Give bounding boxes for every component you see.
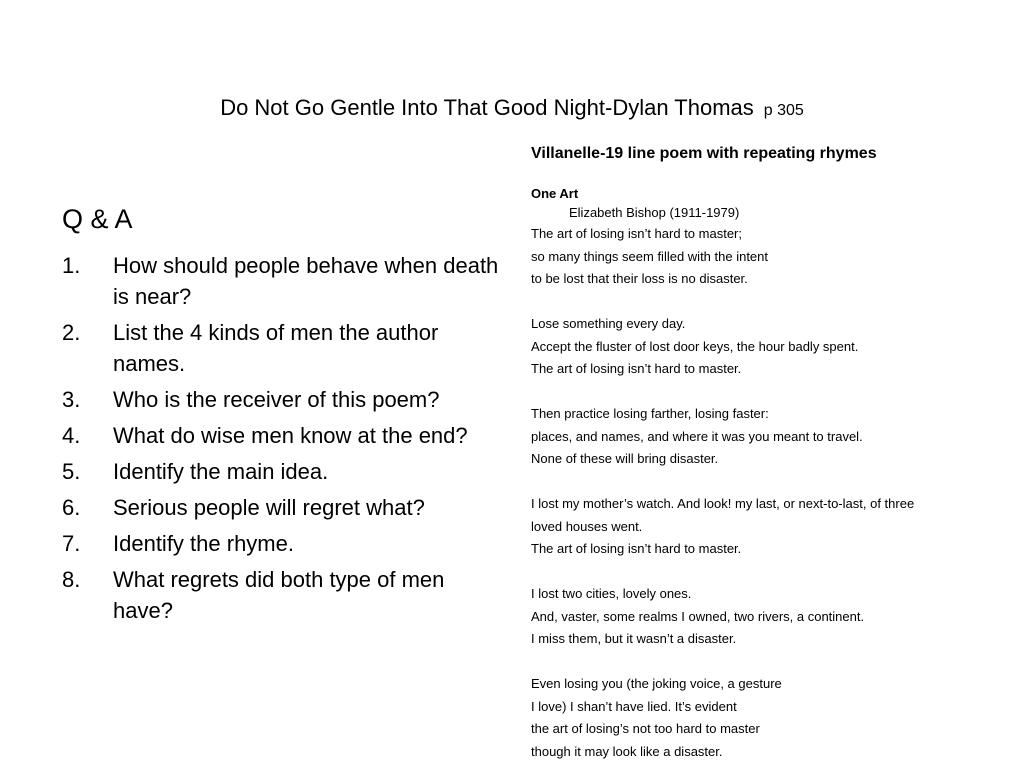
poem-line: I miss them, but it wasn’t a disaster. bbox=[531, 631, 737, 646]
poem-line: Accept the fluster of lost door keys, the hour badly spent. bbox=[531, 338, 859, 354]
poem-author: Elizabeth Bishop (1911-1979) bbox=[569, 205, 740, 220]
poem-line: The art of losing isn’t hard to master; bbox=[531, 226, 742, 241]
qa-question-text: What do wise men know at the end? bbox=[113, 423, 468, 448]
stanza-break bbox=[531, 471, 1001, 494]
qa-question-number: 8. bbox=[62, 567, 81, 592]
stanza-break bbox=[531, 291, 1001, 314]
qa-question-text: List the 4 kinds of men the author names. bbox=[113, 320, 439, 376]
qa-question-text: Who is the receiver of this poem? bbox=[113, 387, 440, 412]
poem-line: Even losing you (the joking voice, a gesture bbox=[531, 676, 782, 691]
qa-question-item bbox=[62, 564, 502, 626]
poem-line: I lost two cities, lovely ones. bbox=[531, 586, 692, 601]
qa-question-item bbox=[62, 456, 502, 487]
villanelle-panel bbox=[531, 143, 1001, 763]
qa-question-number: 3. bbox=[62, 387, 81, 412]
slide-title-text: Do Not Go Gentle Into That Good Night-Dylan Thomas bbox=[220, 95, 754, 120]
qa-question-text: Identify the main idea. bbox=[113, 459, 329, 484]
poem-line: The art of losing isn’t hard to master. bbox=[531, 541, 742, 556]
stanza-break bbox=[531, 381, 1001, 404]
qa-question-list bbox=[62, 250, 502, 631]
qa-question-item bbox=[62, 317, 502, 379]
qa-question-text: How should people behave when death is near? bbox=[113, 253, 499, 309]
stanza-break bbox=[531, 561, 1001, 584]
qa-question-item bbox=[62, 528, 502, 559]
qa-question-item bbox=[62, 250, 502, 312]
poem-line: I lost my mother’s watch. And look! my last, or next-to-last, of three bbox=[531, 496, 915, 511]
qa-question-text: Identify the rhyme. bbox=[113, 531, 294, 556]
qa-question-item bbox=[62, 384, 502, 415]
poem-title: One Art bbox=[531, 186, 579, 201]
qa-question-text: What regrets did both type of men have? bbox=[113, 567, 445, 623]
poem-line: Then practice losing farther, losing faster: bbox=[531, 406, 769, 421]
poem-line: The art of losing isn’t hard to master. bbox=[531, 361, 742, 376]
villanelle-heading: Villanelle-19 line poem with repeating rhymes bbox=[531, 145, 877, 162]
stanza-break bbox=[531, 651, 1001, 674]
poem-line: to be lost that their loss is no disaster. bbox=[531, 271, 748, 286]
poem-line: so many things seem filled with the intent bbox=[531, 248, 769, 264]
qa-question-item bbox=[62, 492, 502, 523]
poem-line: I love) I shan’t have lied. It’s evident bbox=[531, 698, 737, 714]
qa-question-number: 5. bbox=[62, 459, 81, 484]
qa-question-item bbox=[62, 420, 502, 451]
qa-question-number: 2. bbox=[62, 320, 81, 345]
poem-body bbox=[531, 223, 1001, 763]
qa-question-number: 1. bbox=[62, 253, 81, 278]
poem-line: places, and names, and where it was you meant to travel. bbox=[531, 428, 863, 444]
poem-line: Lose something every day. bbox=[531, 316, 686, 331]
poem-line: And, vaster, some realms I owned, two rivers, a continent. bbox=[531, 608, 865, 624]
poem-line: None of these will bring disaster. bbox=[531, 451, 719, 466]
poem-line: the art of losing’s not too hard to master bbox=[531, 721, 760, 736]
slide-title bbox=[0, 94, 1024, 125]
page-reference: p 305 bbox=[763, 102, 804, 119]
qa-question-number: 6. bbox=[62, 495, 81, 520]
qa-question-number: 7. bbox=[62, 531, 81, 556]
qa-heading: Q & A bbox=[62, 204, 133, 234]
poem-line: loved houses went. bbox=[531, 518, 643, 534]
qa-question-text: Serious people will regret what? bbox=[113, 495, 425, 520]
poem-line: though it may look like a disaster. bbox=[531, 743, 723, 759]
qa-question-number: 4. bbox=[62, 423, 81, 448]
